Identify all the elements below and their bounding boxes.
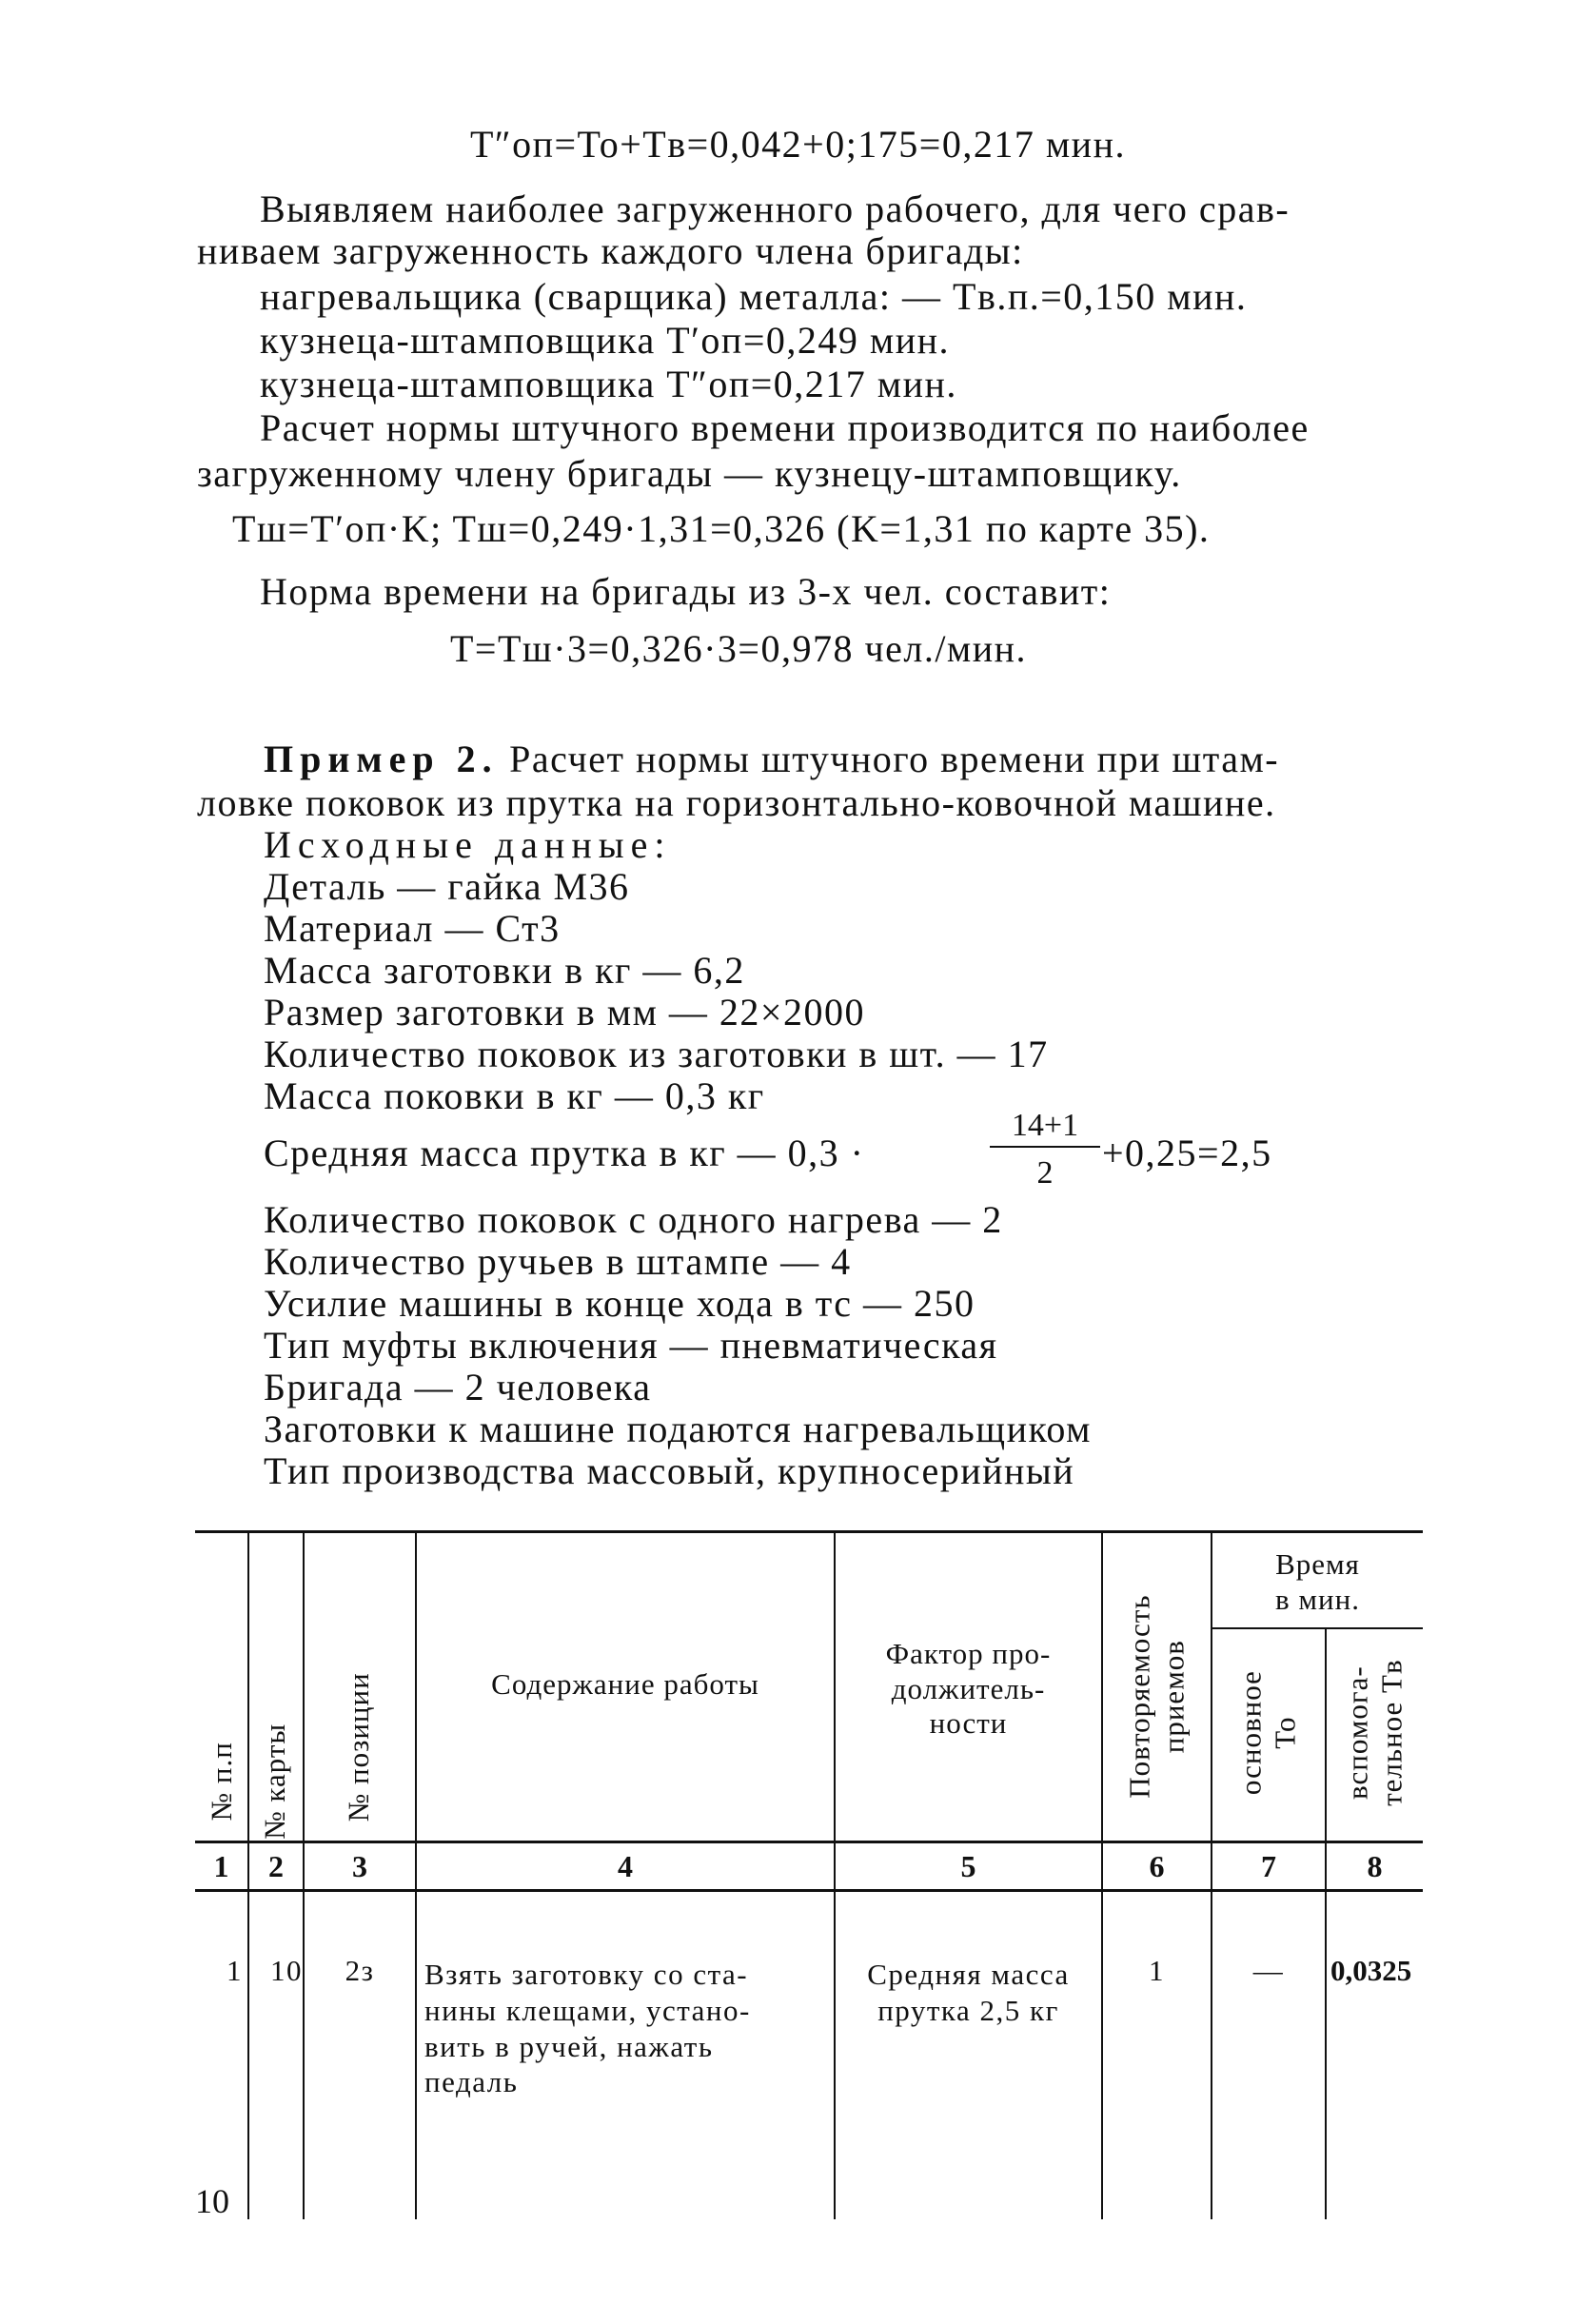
content-line: Взять заготовку со ста-: [424, 1958, 749, 1991]
header-main-line: основное: [1233, 1670, 1268, 1796]
header-time-line: Время: [1275, 1547, 1360, 1581]
page-number: 10: [195, 2182, 229, 2220]
source-item: Тип производства массовый, крупносерийный: [264, 1449, 1075, 1492]
source-item: Бригада — 2 человека: [264, 1366, 652, 1408]
header-factor-line: должитель-: [891, 1671, 1046, 1705]
source-item: Тип муфты включения — пневматическая: [264, 1324, 998, 1367]
column-number: 1: [213, 1849, 229, 1883]
source-item: Количество поковок из заготовки в шт. — 17: [264, 1033, 1049, 1075]
col-divider: [1325, 1629, 1327, 2219]
cell-aux-time: 0,0325: [1330, 1954, 1412, 1987]
avg-mass-prefix: Средняя масса прутка в кг — 0,3 ·: [264, 1132, 865, 1174]
cell-main-time: —: [1252, 1954, 1285, 1987]
header-factor-line: ности: [929, 1706, 1008, 1741]
cell-factor: [836, 1957, 1101, 2029]
factor-line: Средняя масса: [867, 1958, 1070, 1991]
avg-mass-suffix: +0,25=2,5: [1102, 1132, 1272, 1174]
cell-number: 1: [227, 1954, 243, 1987]
time-header-rule: [1211, 1627, 1423, 1629]
source-data-heading: Исходные данные:: [264, 823, 672, 866]
formula-tsh-line: Tш=T′оп·K; Tш=0,249·1,31=0,326 (K=1,31 по карте 35).: [232, 507, 1211, 550]
paragraph-line: загруженному члену бригады — кузнецу-штамповщику.: [197, 452, 1182, 495]
source-item: Размер заготовки в мм — 22×2000: [264, 991, 865, 1034]
content-line: педаль: [424, 2065, 519, 2099]
header-col-position: № позиции: [342, 1672, 376, 1822]
column-number: 2: [268, 1849, 284, 1883]
example-title: Пример 2.: [264, 738, 499, 780]
source-item: Масса поковки в кг — 0,3 кг: [264, 1074, 765, 1117]
example-title-line: [264, 740, 1279, 778]
column-number: 5: [960, 1849, 976, 1883]
cell-content: [424, 1957, 834, 2100]
source-item: Количество ручьев в штампе — 4: [264, 1240, 852, 1283]
header-aux-line: вспомога-: [1340, 1665, 1374, 1800]
paragraph-line: Выявляем наиболее загруженного рабочего, для чего срав-: [260, 187, 1291, 230]
column-number: 4: [618, 1849, 633, 1883]
factor-line: прутка 2,5 кг: [877, 1993, 1059, 2027]
paragraph-line: нагревальщика (сварщика) металла: — Tв.п.=0,150 мин.: [260, 275, 1248, 318]
example-title-rest: Расчет нормы штучного времени при штам-: [498, 738, 1280, 780]
source-item: Усилие машины в конце хода в тс — 250: [264, 1282, 975, 1325]
header-time-group: [1212, 1547, 1423, 1617]
column-number: 7: [1261, 1849, 1276, 1883]
column-number: 3: [352, 1849, 367, 1883]
header-aux-line: тельное Tв: [1374, 1659, 1408, 1806]
source-item: Материал — Ст3: [264, 907, 561, 950]
header-main-line: To: [1268, 1716, 1301, 1749]
formula-total-line: T=Tш·3=0,326·3=0,978 чел./мин.: [450, 627, 1028, 670]
header-col-number: № п.п: [205, 1742, 239, 1822]
paragraph-line: кузнеца-штамповщика T″оп=0,217 мин.: [260, 363, 957, 405]
paragraph-line: ниваем загруженность каждого члена бригады:: [197, 229, 1024, 272]
header-col-card: № карты: [258, 1723, 292, 1840]
fraction-numerator: 14+1: [1011, 1108, 1079, 1143]
paragraph-line: кузнеца-штамповщика T′оп=0,249 мин.: [260, 319, 950, 362]
header-col-repeat: [1122, 1554, 1190, 1840]
header-repeat-line: приемов: [1156, 1640, 1190, 1754]
example-line: ловке поковок из прутка на горизонтально-ковочной машине.: [197, 781, 1276, 824]
content-line: нины клещами, устано-: [424, 1993, 751, 2027]
header-repeat-line: Повторяемость: [1122, 1594, 1156, 1799]
table-top-rule: [195, 1530, 1423, 1533]
source-item: Количество поковок с одного нагрева — 2: [264, 1198, 1003, 1241]
header-factor-line: Фактор про-: [885, 1637, 1052, 1670]
column-number: 6: [1149, 1849, 1165, 1883]
header-col-content: Содержание работы: [491, 1667, 759, 1701]
source-item: Деталь — гайка М36: [264, 865, 630, 908]
header-col-factor: [836, 1637, 1101, 1742]
fraction-denominator: 2: [1036, 1155, 1054, 1191]
column-number: 8: [1367, 1849, 1383, 1883]
cell-card: 10: [270, 1954, 303, 1987]
header-col-main-time: [1233, 1638, 1301, 1828]
source-item: Заготовки к машине подаются нагревальщиком: [264, 1408, 1092, 1450]
content-line: вить в ручей, нажать: [424, 2029, 714, 2063]
header-bottom-rule: [195, 1841, 1423, 1843]
formula-top-line: T″оп=To+Tв=0,042+0;175=0,217 мин.: [470, 123, 1126, 166]
fraction-bar: [990, 1146, 1100, 1148]
header-time-line: в мин.: [1275, 1582, 1360, 1616]
paragraph-line: Расчет нормы штучного времени производится по наиболее: [260, 406, 1310, 449]
numbers-bottom-rule: [195, 1889, 1423, 1892]
source-item: Масса заготовки в кг — 6,2: [264, 949, 745, 992]
norm-line: Норма времени на бригады из 3-х чел. составит:: [260, 570, 1112, 613]
cell-position: 2з: [345, 1954, 375, 1987]
header-col-aux-time: [1340, 1638, 1408, 1828]
cell-repeat: 1: [1149, 1954, 1165, 1987]
